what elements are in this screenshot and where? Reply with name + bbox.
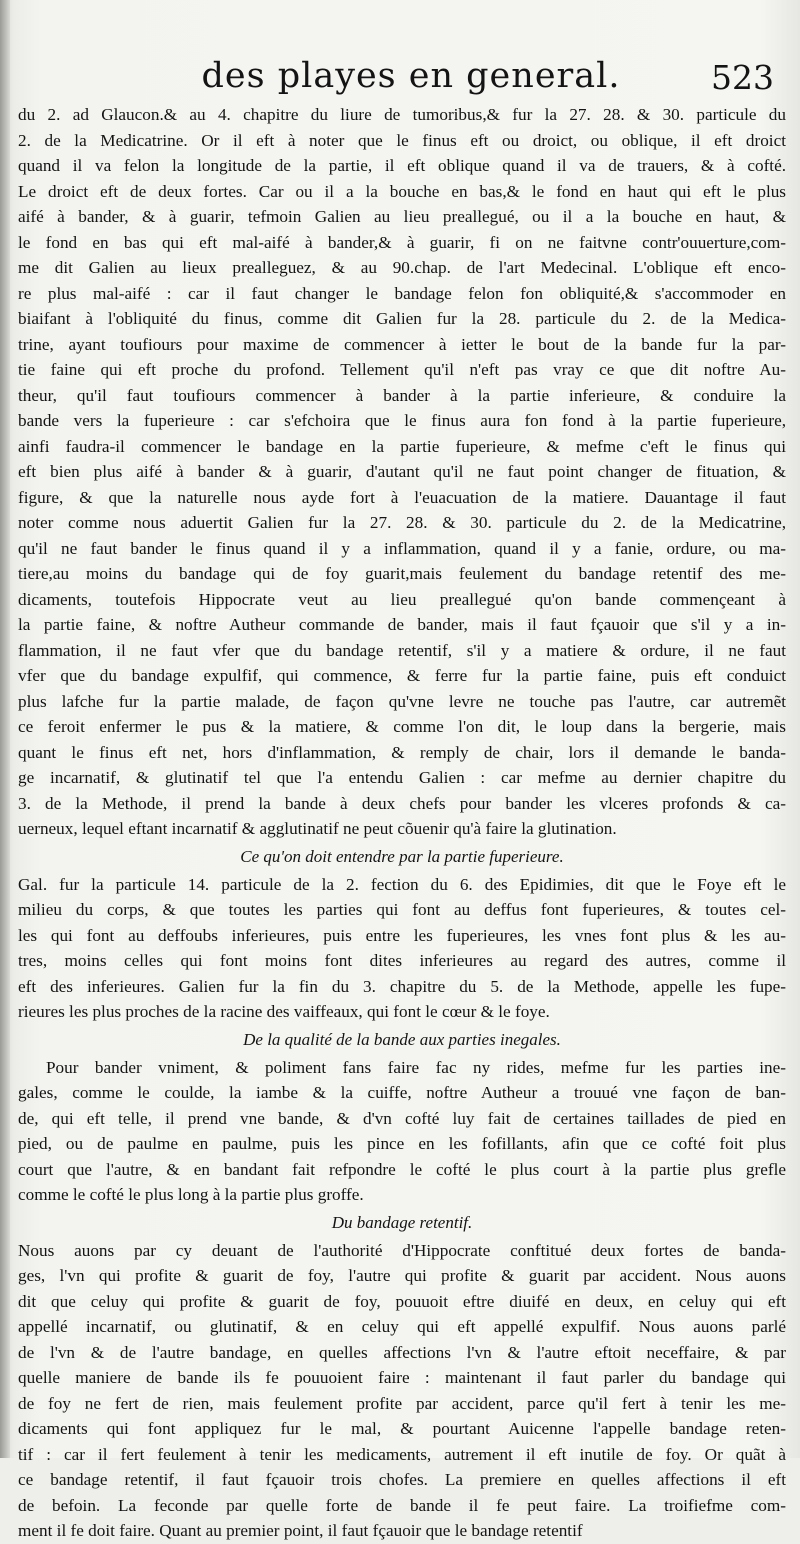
text-line: gales, comme le coulde, la iambe & la cuiffe, noftre Autheur a trouué vne façon de ban- [18, 1083, 786, 1102]
text-line: dicaments, toutefois Hippocrate veut au lieu preallegué qu'on bande commençeant à [18, 589, 786, 609]
running-title: des playes en general. [201, 56, 621, 96]
text-line: 3. de la Methode, il prend la bande à deux chefs pour bander les vlceres profonds & ca- [18, 793, 786, 813]
text-line: qu'il ne faut bander le finus quand il y a inflammation, quand il y a fanie, ordure, ou ma- [18, 538, 786, 558]
text-line: flammation, il ne faut vfer que du bandage retentif, s'il y a matiere & ordure, il ne faut [18, 640, 786, 660]
text-line: plus lafche fur la partie malade, de façon qu'vne levre ne touche pas l'autre, car autremẽt [18, 691, 786, 711]
text-line: quant le finus eft net, hors d'inflammation, & remply de chair, lors il demande le banda- [18, 742, 786, 762]
text-line: de, qui eft telle, il prend vne bande, & d'vn cofté luy fait de certaines taillades de pied en [18, 1108, 786, 1128]
text-line: pied, ou de paulme en paulme, puis les pince en les fofillants, afin que ce cofté foit plus [18, 1134, 786, 1153]
text-line: rieures les plus proches de la racine des vaiffeaux, qui font le cœur & le foye. [18, 1002, 550, 1021]
text-paragraph [18, 872, 786, 1025]
text-line: vfer que du bandage expulfif, qui commence, & ferre fur la partie faine, puis eft conduict [18, 666, 786, 685]
text-line: les qui font au deffoubs inferieures, puis entre les fuperieures, les vnes font plus & les au- [18, 925, 786, 945]
text-line: le fond en bas qui eft mal-aifé à bander,& à guarir, fi on ne faitvne contr'ouuerture,com- [18, 232, 786, 252]
text-paragraph [18, 102, 786, 842]
text-line: re plus mal-aifé : car il faut changer le bandage felon fon obliquité,& s'accommoder en [18, 283, 786, 303]
text-paragraph [18, 1055, 786, 1208]
page-header [40, 50, 782, 100]
text-line: bande vers la fuperieure : car s'efchoira que le finus aura fon fond à la partie fuperieure, [18, 411, 786, 430]
text-line: quand il va felon la longitude de la partie, il eft oblique quand il va de trauers, & à cofté. [18, 156, 786, 175]
text-line: noter comme nous aduertit Galien fur la 27. 28. & 30. particule du 2. de la Medicatrine, [18, 513, 786, 532]
text-line: theur, qu'il faut toufiours commencer à bander à la partie inferieure, & conduire la [18, 385, 786, 405]
section-heading: De la qualité de la bande aux parties inegales. [243, 1029, 561, 1049]
section-heading: Du bandage retentif. [331, 1212, 473, 1232]
text-line: ce feroit enfermer le pus & la matiere, & comme l'on dit, le loup dans la bergerie, mais [18, 717, 786, 736]
text-line: dicaments qui font appliquez fur le mal, & pourtant Auicenne l'appelle bandage reten- [18, 1419, 786, 1438]
text-line: tif : car il fert feulement à tenir les medicaments, autrement il eft inutile de foy. Or quãt à [18, 1444, 786, 1464]
text-line: ges, l'vn qui profite & guarit de foy, l'autre qui profite & guarit par accident. Nous auons [18, 1266, 786, 1285]
text-line: milieu du corps, & que toutes les parties qui font au deffus font fuperieures, & toutes cel- [18, 900, 786, 919]
text-line: biaifant à l'obliquité du finus, comme dit Galien fur la 28. particule du 2. de la Medica- [18, 309, 786, 328]
text-line: 2. de la Medicatrine. Or il eft à noter que le finus eft ou droict, ou oblique, il eft droict [18, 130, 786, 150]
text-line: ainfi faudra-il commencer le bandage en la partie fuperieure, & mefme c'eft le finus qui [18, 436, 786, 456]
section-heading: Ce qu'on doit entendre par la partie fuperieure. [240, 846, 564, 866]
text-line: aifé à bander, & à guarir, tefmoin Galien au lieu preallegué, ou il a la bouche en haut, & [18, 207, 786, 226]
text-line: comme le cofté le plus long à la partie plus groffe. [18, 1185, 364, 1204]
text-line: court que l'autre, & en bandant fait refpondre le cofté le plus court à la partie plus grefle [18, 1159, 786, 1179]
page-number: 523 [711, 58, 774, 97]
text-line: de befoin. La feconde par quelle forte de bande il fe peut faire. La troifiefme com- [18, 1495, 786, 1515]
text-line: ment il fe doit faire. Quant au premier point, il faut fçauoir que le bandage retentif [18, 1521, 583, 1540]
text-line: uerneux, lequel eftant incarnatif & agglutinatif ne peut cõuenir qu'à faire la glutination. [18, 819, 617, 838]
text-line: tres, moins celles qui font moins font dites inferieures au regard des autres, comme il [18, 951, 786, 970]
text-paragraph [18, 1238, 786, 1544]
text-line: de foy ne fert de rien, mais feulement profite par accident, parce qu'il fert à tenir les me- [18, 1393, 786, 1413]
text-line: ge incarnatif, & glutinatif tel que l'a entendu Galien : car mefme au dernier chapitre du [18, 768, 786, 787]
text-line: trine, ayant toufiours pour maxime de commencer à ietter le bout de la bande fur la par- [18, 334, 786, 354]
page-body [18, 102, 786, 1544]
text-line: tiere,au moins du bandage qui de foy guarit,mais feulement du bandage retentif des me- [18, 564, 786, 583]
text-line: ce bandage retentif, il faut fçauoir trois chofes. La premiere en quelles affections il eft [18, 1470, 786, 1489]
text-line: eft des inferieures. Galien fur la fin du 3. chapitre du 5. de la Methode, appelle les fupe- [18, 976, 786, 996]
text-line: quelle maniere de bande ils fe pouuoient faire : maintenant il faut parler du bandage qui [18, 1368, 786, 1387]
text-line: la partie faine, & noftre Autheur commande de bander, mais il faut fçauoir que s'il y a in- [18, 615, 786, 634]
text-line: appellé incarnatif, ou glutinatif, & en celuy qui eft appellé expulfif. Nous auons parlé [18, 1317, 786, 1336]
text-line: Le droict eft de deux fortes. Car ou il a la bouche en bas,& le fond en haut qui eft le plus [18, 181, 786, 201]
text-line: du 2. ad Glaucon.& au 4. chapitre du liure de tumoribus,& fur la 27. 28. & 30. particule du [18, 105, 786, 124]
text-line: eft bien plus aifé à bander & à guarir, d'autant qu'il ne faut point changer de fituation, & [18, 462, 786, 481]
text-line: Nous auons par cy deuant de l'authorité d'Hippocrate conftitué deux fortes de banda- [18, 1240, 786, 1260]
text-line: me dit Galien au lieux prealleguez, & au 90.chap. de l'art Medecinal. L'oblique eft enco- [18, 258, 786, 277]
text-line: tie faine qui eft proche du profond. Tellement qu'il n'eft pas vray ce que dit noftre Au- [18, 360, 786, 379]
text-line: dit que celuy qui profite & guarit de foy, pouuoit eftre diuifé en deux, en celuy qui eft [18, 1291, 786, 1311]
text-line: de l'vn & de l'autre bandage, en quelles affections l'vn & l'autre eftoit neceffaire, & par [18, 1342, 786, 1362]
text-line: Pour bander vniment, & poliment fans faire fac ny rides, mefme fur les parties ine- [46, 1057, 786, 1077]
text-line: Gal. fur la particule 14. particule de la 2. fection du 6. des Epidimies, dit que le Foye eft le [18, 874, 786, 894]
text-line: figure, & que la naturelle nous ayde fort à l'euacuation de la matiere. Dauantage il faut [18, 487, 786, 507]
page-gutter [0, 0, 10, 1458]
